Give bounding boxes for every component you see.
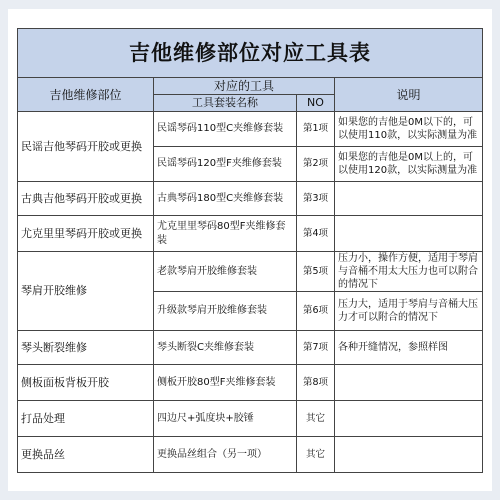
- note-cell: [335, 437, 483, 473]
- table-title: 吉他维修部位对应工具表: [18, 29, 483, 78]
- table-row: [18, 331, 483, 365]
- table-row: [18, 252, 483, 292]
- part-cell: 古典吉他琴码开胶或更换: [18, 182, 154, 216]
- header-tools: 对应的工具: [154, 78, 335, 95]
- no-cell: 第4项: [297, 216, 335, 252]
- part-cell: 侧板面板背板开胶: [18, 365, 154, 401]
- header-no: NO: [297, 95, 335, 112]
- no-cell: 第7项: [297, 331, 335, 365]
- no-cell: 第5项: [297, 252, 335, 292]
- kit-cell: 琴头断裂C夹维修套装: [154, 331, 297, 365]
- note-cell: 压力小，操作方便，适用于琴肩与音桶不用太大压力也可以附合的情况下: [335, 252, 483, 292]
- note-cell: [335, 401, 483, 437]
- kit-cell: 民谣琴码110型C夹维修套装: [154, 112, 297, 147]
- kit-cell: 尤克里里琴码80型F夹维修套装: [154, 216, 297, 252]
- table-row: [18, 216, 483, 252]
- part-cell: 尤克里里琴码开胶或更换: [18, 216, 154, 252]
- header-row: [18, 78, 483, 95]
- tool-table: [17, 28, 483, 473]
- table-row: [18, 401, 483, 437]
- kit-cell: 升级款琴肩开胶维修套装: [154, 292, 297, 331]
- note-cell: 如果您的吉他是0M以下的，可以使用110款，以实际测量为准: [335, 112, 483, 147]
- part-cell: 琴头断裂维修: [18, 331, 154, 365]
- header-part: 吉他维修部位: [18, 78, 154, 112]
- no-cell: 第2项: [297, 147, 335, 182]
- no-cell: 其它: [297, 401, 335, 437]
- part-cell: 民谣吉他琴码开胶或更换: [18, 112, 154, 182]
- kit-cell: 民谣琴码120型F夹维修套装: [154, 147, 297, 182]
- kit-cell: 老款琴肩开胶维修套装: [154, 252, 297, 292]
- part-cell: 更换品丝: [18, 437, 154, 473]
- header-kit-name: 工具套装名称: [154, 95, 297, 112]
- title-row: [18, 29, 483, 78]
- kit-cell: 古典琴码180型C夹维修套装: [154, 182, 297, 216]
- header-note: 说明: [335, 78, 483, 112]
- no-cell: 第6项: [297, 292, 335, 331]
- kit-cell: 更换品丝组合（另一项）: [154, 437, 297, 473]
- note-cell: 压力大，适用于琴肩与音桶大压力才可以附合的情况下: [335, 292, 483, 331]
- kit-cell: 侧板开胶80型F夹维修套装: [154, 365, 297, 401]
- note-cell: [335, 182, 483, 216]
- table-row: [18, 112, 483, 147]
- note-cell: [335, 216, 483, 252]
- no-cell: 第1项: [297, 112, 335, 147]
- note-cell: 各种开缝情况，参照样图: [335, 331, 483, 365]
- no-cell: 第8项: [297, 365, 335, 401]
- no-cell: 其它: [297, 437, 335, 473]
- table-row: [18, 182, 483, 216]
- no-cell: 第3项: [297, 182, 335, 216]
- note-cell: [335, 365, 483, 401]
- note-cell: 如果您的吉他是0M以上的，可以使用120款，以实际测量为准: [335, 147, 483, 182]
- part-cell: 打品处理: [18, 401, 154, 437]
- document-sheet: [8, 9, 492, 491]
- part-cell: 琴肩开胶维修: [18, 252, 154, 331]
- table-row: [18, 365, 483, 401]
- kit-cell: 四边尺+弧度块+胶锤: [154, 401, 297, 437]
- table-row: [18, 437, 483, 473]
